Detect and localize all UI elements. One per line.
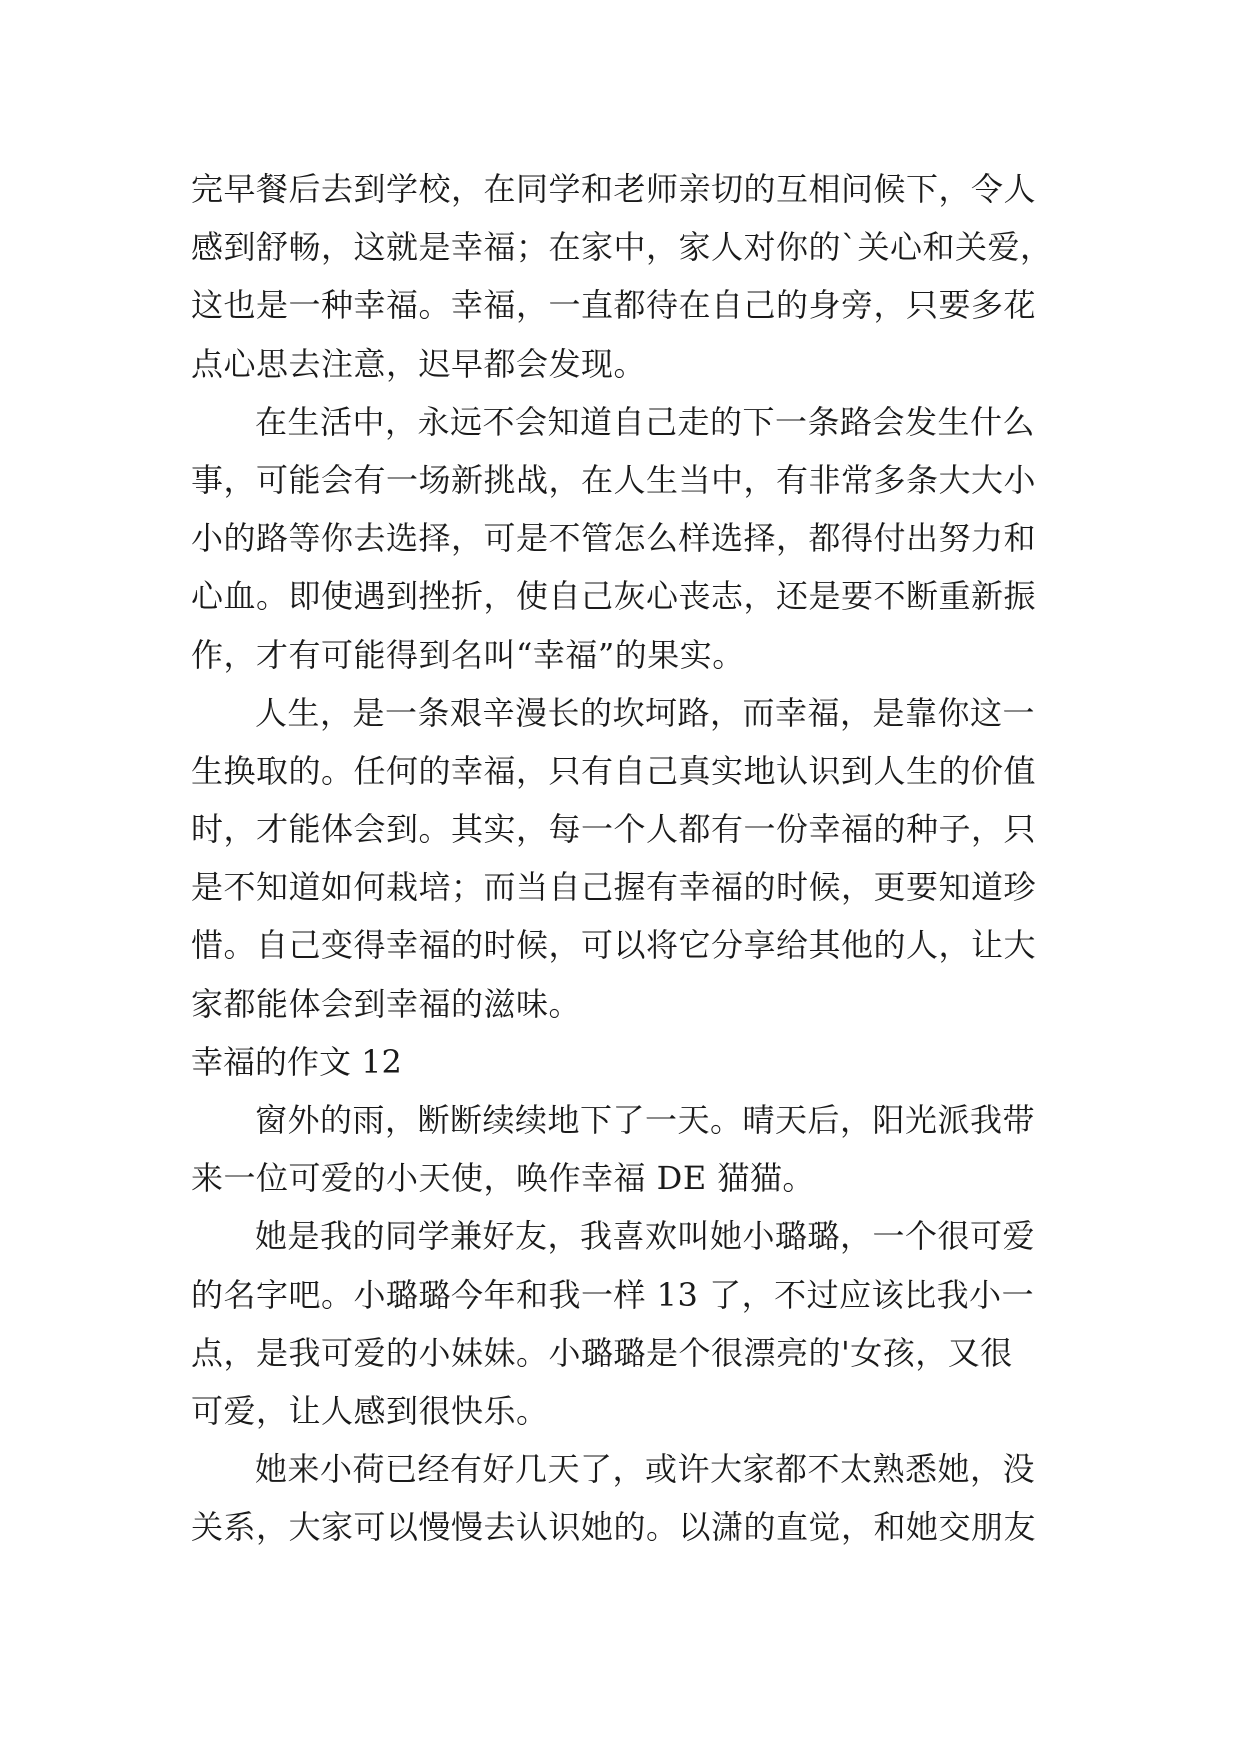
text-line: 生换取的。任何的幸福，只有自己真实地认识到人生的价值 (191, 751, 1037, 790)
text-line: 感到舒畅，这就是幸福；在家中，家人对你的`关心和关爱， (191, 228, 1053, 267)
text-line: 窗外的雨，断断续续地下了一天。晴天后，阳光派我带 (255, 1101, 1036, 1139)
text-line: 点心思去注意，迟早都会发现。 (191, 344, 647, 383)
text-line: 她来小荷已经有好几天了，或许大家都不太熟悉她，没 (255, 1450, 1036, 1489)
text-line: 人生，是一条艰辛漫长的坎坷路，而幸福，是靠你这一 (255, 693, 1036, 732)
text-line: 点，是我可爱的小妹妹。小璐璐是个很漂亮的'女孩，又很 (191, 1333, 1013, 1372)
text-line: 心血。即使遇到挫折，使自己灰心丧志，还是要不断重新振 (191, 577, 1037, 616)
text-line: 作，才有可能得到名叫“幸福”的果实。 (191, 635, 745, 674)
text-line: 是不知道如何栽培；而当自己握有幸福的时候，更要知道珍 (191, 868, 1037, 907)
text-line: 的名字吧。小璐璐今年和我一样 13 了，不过应该比我小一 (191, 1275, 1035, 1314)
text-line: 来一位可爱的小天使，唤作幸福 DE 猫猫。 (191, 1159, 815, 1198)
text-line: 完早餐后去到学校，在同学和老师亲切的互相问候下，令人 (191, 170, 1037, 208)
section-heading: 幸福的作文 12 (191, 1042, 402, 1081)
text-line: 家都能体会到幸福的滋味。 (191, 984, 582, 1023)
text-line: 惜。自己变得幸福的时候，可以将它分享给其他的人，让大 (191, 926, 1037, 965)
text-line: 她是我的同学兼好友，我喜欢叫她小璐璐，一个很可爱 (255, 1217, 1036, 1256)
text-line: 事，可能会有一场新挑战，在人生当中，有非常多条大大小 (191, 460, 1037, 499)
text-line: 在生活中，永远不会知道自己走的下一条路会发生什么 (255, 402, 1036, 441)
text-line: 这也是一种幸福。幸福，一直都待在自己的身旁，只要多花 (191, 286, 1037, 325)
text-line: 小的路等你去选择，可是不管怎么样选择，都得付出努力和 (191, 519, 1037, 558)
text-line: 可爱，让人感到很快乐。 (191, 1391, 549, 1430)
document-body (191, 160, 1051, 1557)
text-line: 时，才能体会到。其实，每一个人都有一份幸福的种子，只 (191, 810, 1037, 849)
text-line: 关系，大家可以慢慢去认识她的。以潇的直觉，和她交朋友 (191, 1508, 1037, 1547)
